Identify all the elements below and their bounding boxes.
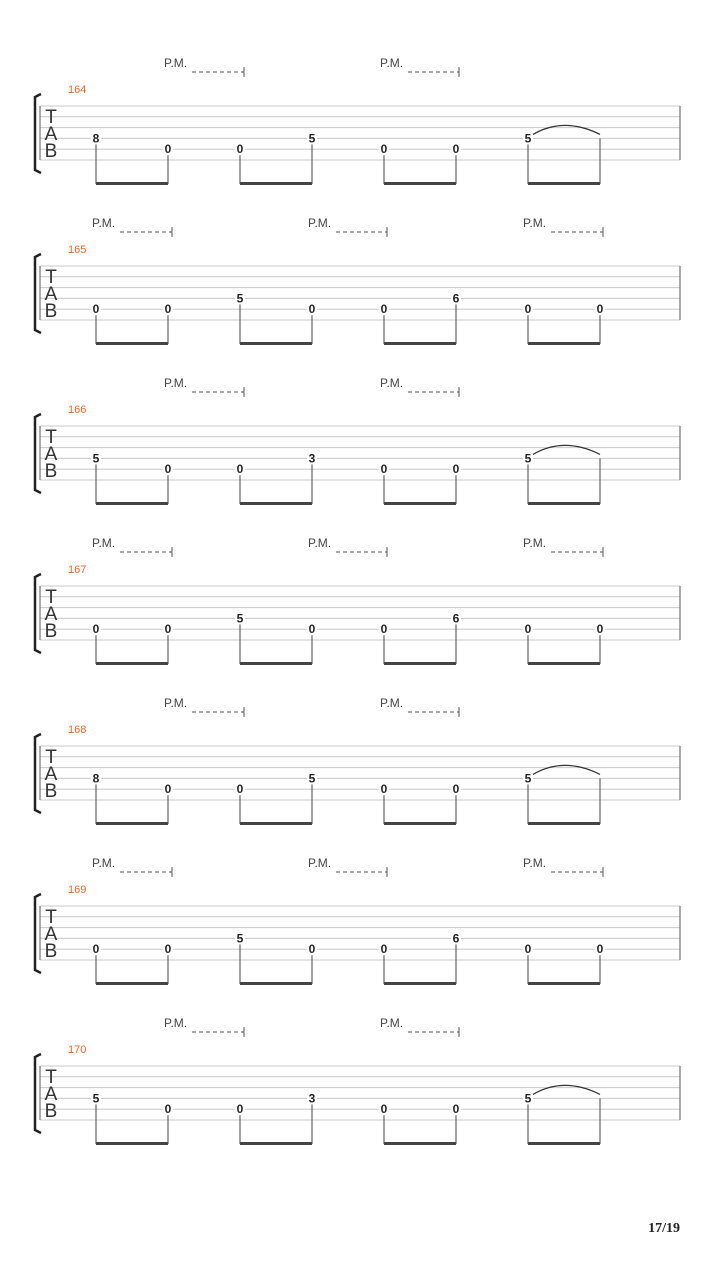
palm-mute-label: P.M. [164,376,188,390]
page-number: 17/19 [648,1221,680,1236]
fret-number: 3 [308,1091,316,1106]
fret-number: 5 [308,771,316,786]
palm-mute-label: P.M. [380,696,404,710]
fret-number: 0 [380,782,388,797]
palm-mute-label: P.M. [380,376,404,390]
palm-mute-label: P.M. [523,216,547,230]
fret-number: 8 [92,771,100,786]
fret-number: 0 [236,462,244,477]
fret-number: 0 [164,1102,172,1117]
tab-system [35,216,680,344]
measure-number: 167 [68,564,87,576]
tab-system [35,696,680,824]
tab-clef-letter: A [44,284,58,305]
fret-number: 0 [236,782,244,797]
fret-number: 5 [524,451,532,466]
fret-number: 3 [308,451,316,466]
fret-number: 0 [164,142,172,157]
fret-number: 0 [596,622,604,637]
tab-clef-letter: A [44,124,58,145]
palm-mute-label: P.M. [92,536,116,550]
palm-mute-label: P.M. [523,856,547,870]
fret-number: 0 [452,782,460,797]
tab-clef-letter: A [44,924,58,945]
tab-clef-letter: T [45,587,57,608]
tab-system [35,56,680,184]
palm-mute-label: P.M. [164,1016,188,1030]
measure-number: 168 [68,724,87,736]
tab-system [35,376,680,504]
palm-mute-label: P.M. [164,56,188,70]
tie-arc [533,445,600,454]
tab-clef-letter: B [44,621,58,642]
fret-number: 5 [308,131,316,146]
palm-mute-label: P.M. [380,1016,404,1030]
fret-number: 0 [164,782,172,797]
tab-system [35,1016,680,1144]
palm-mute-label: P.M. [380,56,404,70]
fret-number: 0 [236,1102,244,1117]
tab-clef-letter: T [45,107,57,128]
fret-number: 6 [452,931,460,946]
fret-number: 0 [92,942,100,957]
measure-number: 165 [68,244,87,256]
fret-number: 0 [596,942,604,957]
tab-clef-letter: B [44,461,58,482]
fret-number: 0 [308,302,316,317]
tab-clef-letter: A [44,764,58,785]
tab-clef-letter: T [45,267,57,288]
tab-system [35,856,680,984]
fret-number: 5 [524,1091,532,1106]
fret-number: 0 [380,1102,388,1117]
fret-number: 5 [524,771,532,786]
tab-clef-letter: A [44,1084,58,1105]
measure-number: 169 [68,884,87,896]
fret-number: 0 [524,622,532,637]
fret-number: 6 [452,291,460,306]
measure-number: 170 [68,1044,87,1056]
fret-number: 0 [92,622,100,637]
fret-number: 0 [596,302,604,317]
fret-number: 0 [164,622,172,637]
fret-number: 0 [380,302,388,317]
fret-number: 5 [236,291,244,306]
fret-number: 5 [524,131,532,146]
fret-number: 0 [308,622,316,637]
tab-clef-letter: B [44,941,58,962]
fret-number: 0 [452,142,460,157]
tie-arc [533,1085,600,1094]
fret-number: 8 [92,131,100,146]
fret-number: 0 [524,942,532,957]
tie-arc [533,765,600,774]
tab-clef-letter: A [44,604,58,625]
tie-arc [533,125,600,134]
fret-number: 0 [164,462,172,477]
fret-number: 0 [380,142,388,157]
palm-mute-label: P.M. [308,856,332,870]
fret-number: 6 [452,611,460,626]
tab-clef-letter: T [45,907,57,928]
palm-mute-label: P.M. [308,216,332,230]
tab-clef-letter: T [45,427,57,448]
fret-number: 0 [236,142,244,157]
fret-number: 0 [308,942,316,957]
fret-number: 0 [452,1102,460,1117]
tab-clef-letter: A [44,444,58,465]
tab-clef-letter: T [45,747,57,768]
tab-clef-letter: B [44,781,58,802]
fret-number: 5 [236,611,244,626]
fret-number: 5 [92,451,100,466]
fret-number: 0 [452,462,460,477]
fret-number: 0 [380,622,388,637]
palm-mute-label: P.M. [523,536,547,550]
tab-clef-letter: B [44,141,58,162]
palm-mute-label: P.M. [164,696,188,710]
fret-number: 5 [236,931,244,946]
fret-number: 0 [92,302,100,317]
palm-mute-label: P.M. [308,536,332,550]
measure-number: 166 [68,404,87,416]
measure-number: 164 [68,84,87,96]
fret-number: 0 [164,942,172,957]
fret-number: 0 [524,302,532,317]
tab-clef-letter: T [45,1067,57,1088]
tab-clef-letter: B [44,1101,58,1122]
fret-number: 5 [92,1091,100,1106]
palm-mute-label: P.M. [92,216,116,230]
fret-number: 0 [380,462,388,477]
tab-clef-letter: B [44,301,58,322]
palm-mute-label: P.M. [92,856,116,870]
fret-number: 0 [164,302,172,317]
fret-number: 0 [380,942,388,957]
tab-system [35,536,680,664]
